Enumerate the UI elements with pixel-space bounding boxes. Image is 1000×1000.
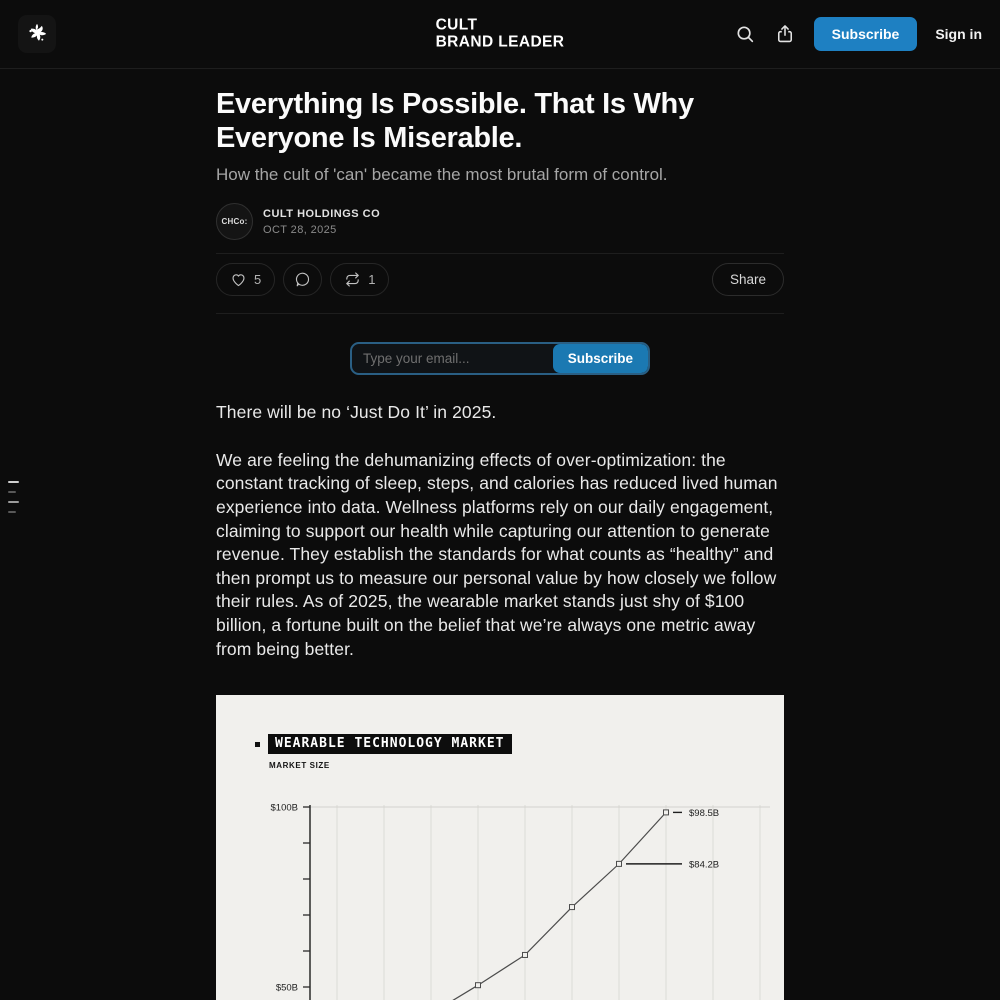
search-button[interactable] <box>734 23 756 45</box>
paragraph-2: We are feeling the dehumanizing effects of over-optimization: the constant tracking of sleep, steps, and calories has reduced lived human experience into data. Wellness platforms rely on our daily engagement, claiming to support our health while capturing our attention to generate revenue. They establish the standards for what counts as “healthy” and then prompt us to measure our personal value by how closely we follow their rules. As of 2025, the wearable market stands just shy of $100 billion, a fortune built on the belief that we’re always one metric away from being better. <box>216 449 778 659</box>
share-post-button[interactable]: Share <box>712 263 784 296</box>
scroll-mark <box>8 511 16 513</box>
scroll-mark <box>8 481 19 483</box>
publication-name[interactable] <box>436 17 565 52</box>
section-scroll-indicator[interactable] <box>8 481 19 521</box>
post-action-bar <box>216 254 784 305</box>
email-subscribe-widget <box>350 342 650 375</box>
author-name[interactable]: CULT HOLDINGS CO <box>263 207 381 220</box>
splat-logo-icon <box>24 21 50 47</box>
like-count: 5 <box>254 272 262 288</box>
search-icon <box>734 23 756 45</box>
svg-text:$84.2B: $84.2B <box>689 859 720 871</box>
chart-title-bullet <box>255 742 260 747</box>
divider <box>216 313 784 314</box>
author-avatar[interactable]: CHCo: <box>216 203 253 240</box>
svg-text:$98.5B: $98.5B <box>689 808 720 820</box>
publish-date: OCT 28, 2025 <box>263 223 337 236</box>
widget-subscribe-button[interactable]: Subscribe <box>553 344 648 373</box>
header-subscribe-button[interactable]: Subscribe <box>814 17 918 51</box>
restack-count: 1 <box>368 272 376 288</box>
svg-text:$50B: $50B <box>275 982 298 994</box>
chart-title: WEARABLE TECHNOLOGY MARKET <box>268 734 512 754</box>
scroll-mark <box>8 501 19 503</box>
brand-line-2: BRAND LEADER <box>435 34 565 51</box>
email-input[interactable] <box>352 344 553 373</box>
svg-text:$100B: $100B <box>270 802 298 814</box>
paragraph-1: There will be no ‘Just Do It’ in 2025. <box>216 402 497 423</box>
post-title: Everything Is Possible. That Is Why Everyone Is Miserable. <box>216 88 694 154</box>
post-subtitle: How the cult of 'can' became the most brutal form of control. <box>216 165 668 185</box>
scroll-mark <box>8 491 16 493</box>
heart-icon <box>230 271 247 288</box>
article-body <box>216 88 784 1000</box>
top-navigation-bar <box>0 0 1000 69</box>
chart-subtitle: MARKET SIZE <box>269 761 330 771</box>
wearable-market-chart-figure <box>216 695 784 1000</box>
byline <box>216 203 784 240</box>
share-page-button[interactable] <box>774 23 796 45</box>
sign-in-button[interactable]: Sign in <box>935 26 982 42</box>
restack-icon <box>344 271 361 288</box>
share-icon <box>774 23 796 45</box>
publication-logo[interactable] <box>18 15 56 53</box>
comment-button[interactable] <box>283 263 322 296</box>
like-button[interactable] <box>216 263 275 296</box>
comment-icon <box>294 271 311 288</box>
restack-button[interactable] <box>330 263 389 296</box>
brand-line-1: CULT <box>435 16 478 34</box>
